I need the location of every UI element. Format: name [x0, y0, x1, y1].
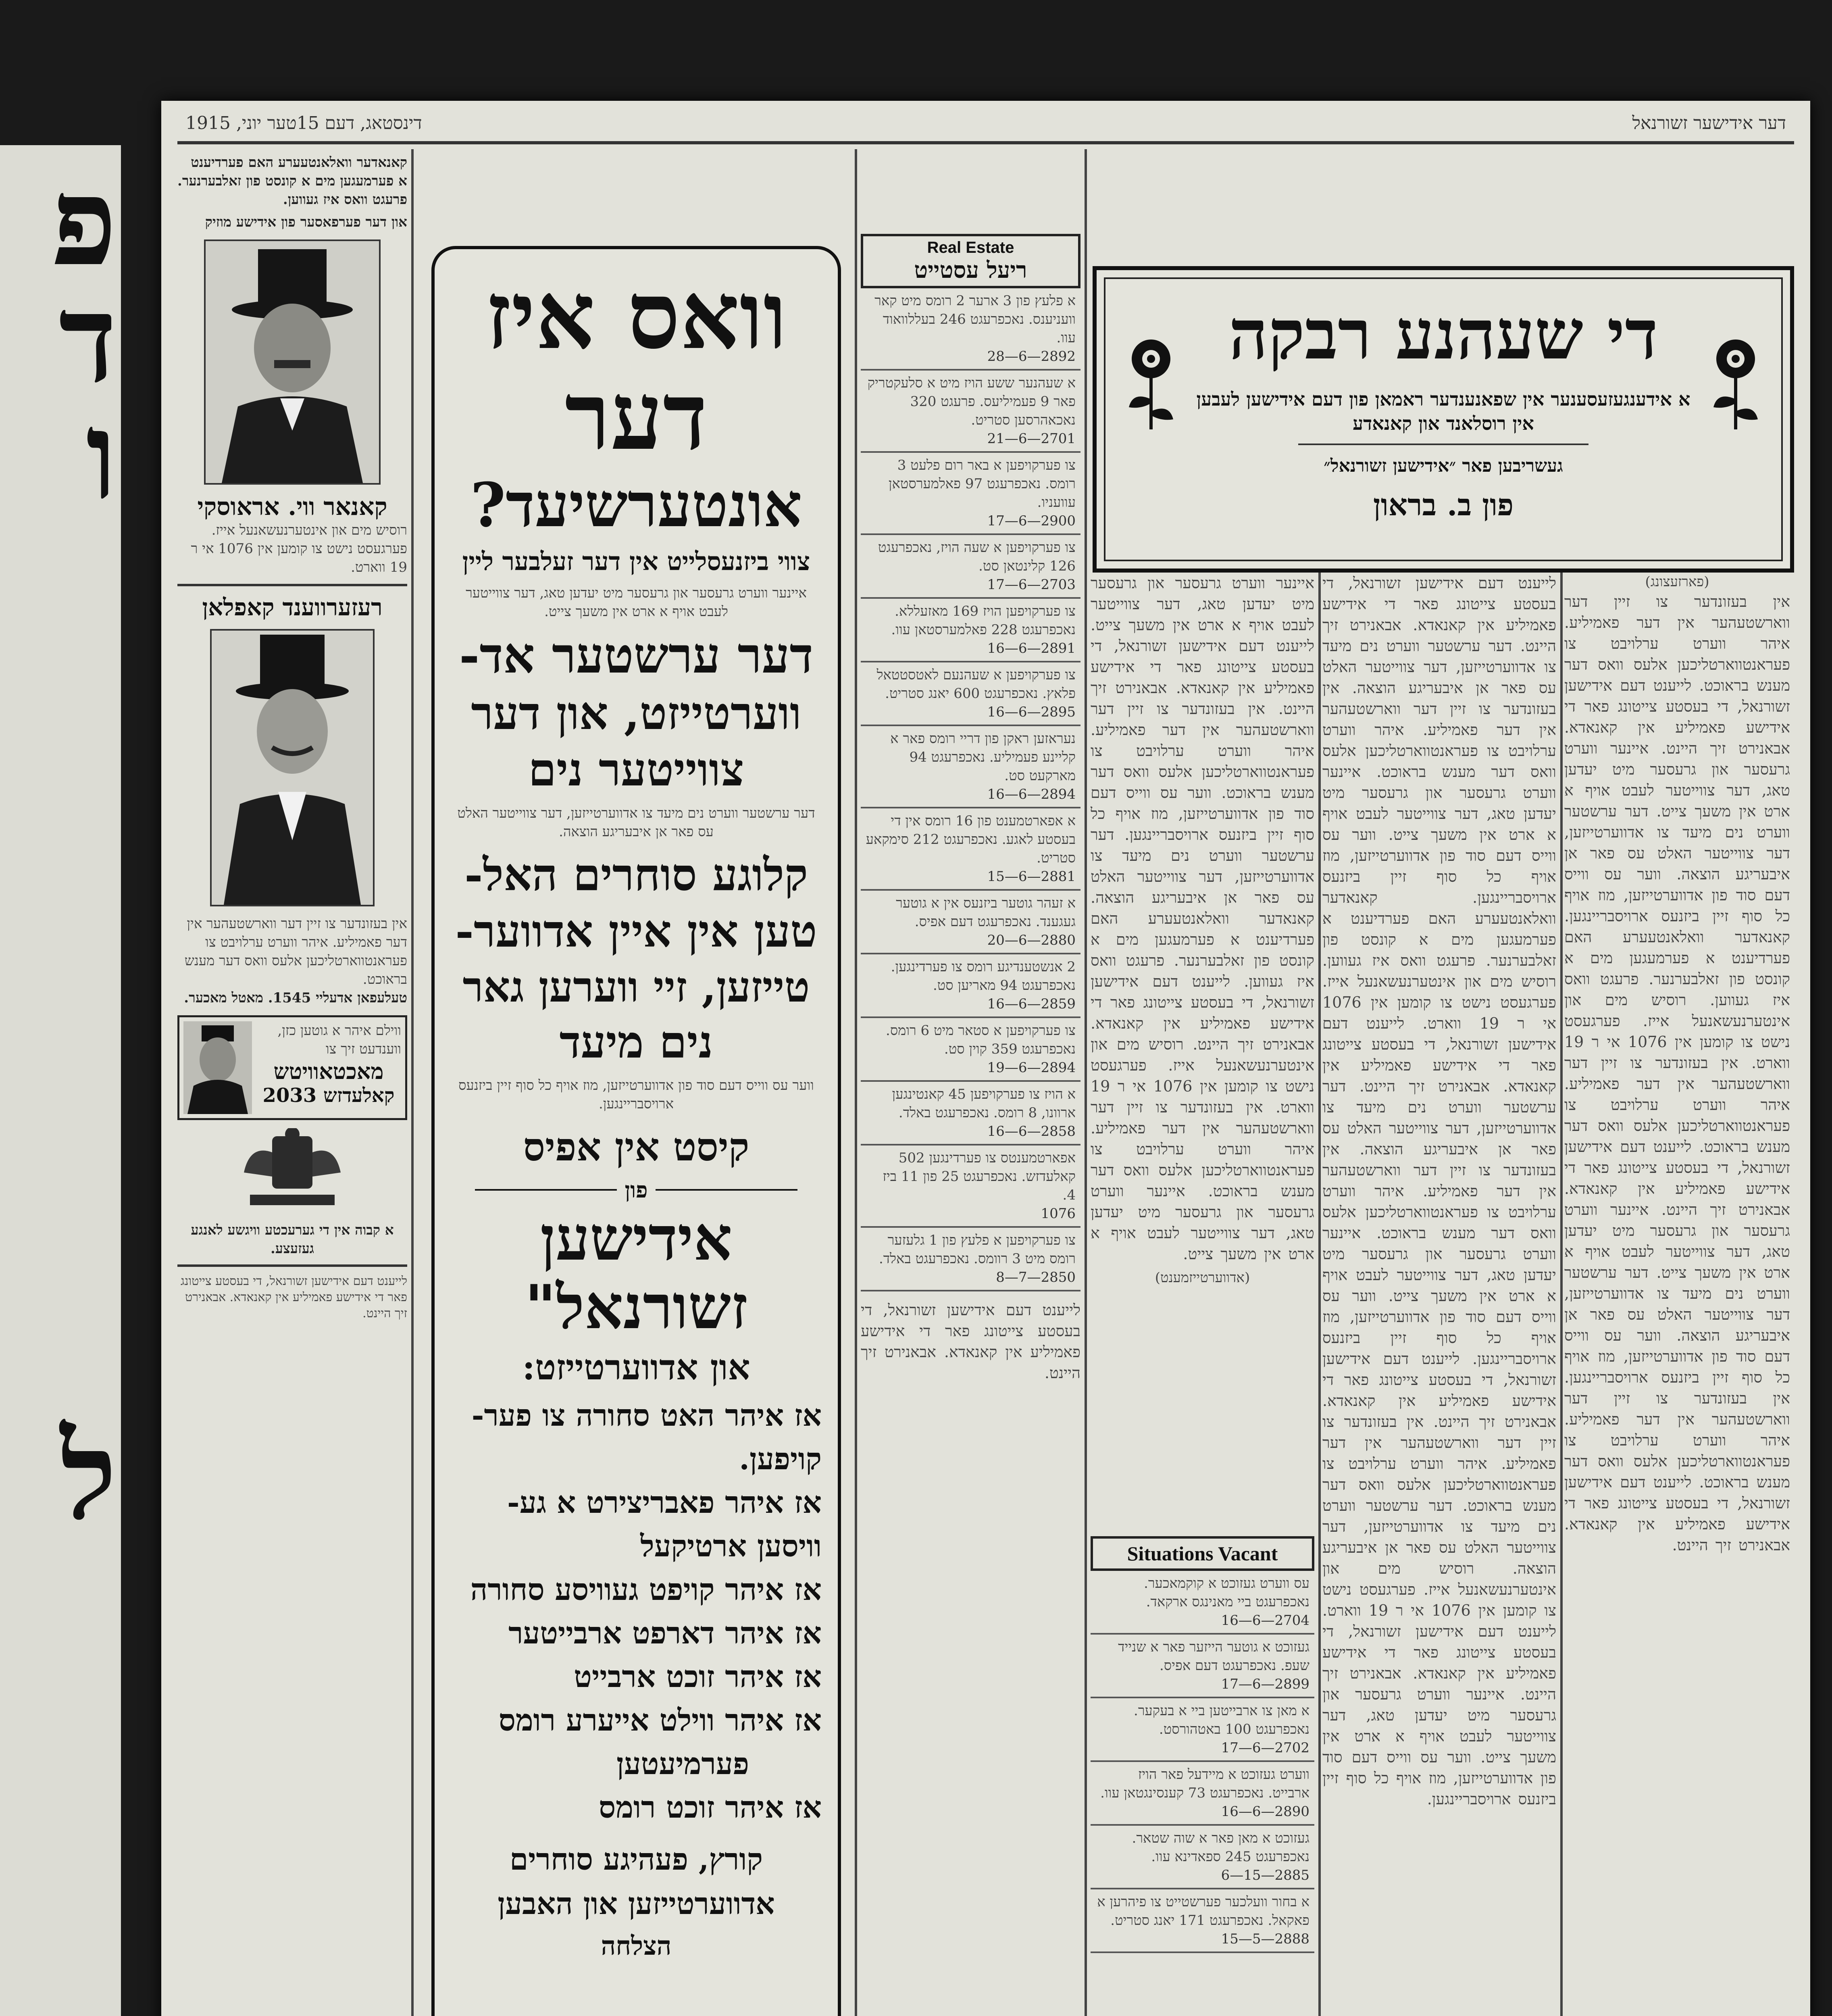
adjacent-glyph: ל — [60, 1404, 117, 1547]
ad3-phone: קאלעדזש 2033 — [262, 1084, 395, 1107]
portrait-drawing — [206, 241, 379, 483]
ad-headline: טען אין איין אדווער- — [455, 905, 817, 957]
ad-point: אז איהר זוכט ארבייט — [574, 1660, 822, 1694]
story-text: רוסיש מים און אינטערנעשאנעל אייז. פערגעסט נישט צו קומען אין 1076 אי ר 19 ווארט. — [1091, 1035, 1314, 1116]
listing-text: 2 אנשטענדיגע רומס צו פערדינגען. נאכפרעגט 94 מאריען סט. — [891, 959, 1076, 993]
adjacent-glyph: פ — [51, 150, 117, 293]
ad-paper-name: אידישען — [540, 1203, 733, 1274]
ad-headline: קיסט אין אפיס — [523, 1124, 749, 1170]
listing-item — [1091, 1889, 1314, 1953]
listing-item — [861, 371, 1080, 453]
ad-point: קויפען. — [739, 1442, 822, 1477]
portrait-gentleman — [210, 629, 375, 906]
story-text: ווער עס ווייס דעם סוד פון אדווערטייזען, מוז אויף כל סוף זיין ביזנעס ארויסבריינגען. — [1322, 1748, 1556, 1808]
listing-code: 2704—6—16 — [1221, 1612, 1309, 1629]
story-text: לייענט דעם אידישען זשורנאל, די בעסטע צייטונג פאר די אידישע פאמיליע אין קאנאדא. אבאנירט זיך היינט. — [1091, 637, 1314, 718]
listing-item — [861, 1018, 1080, 1082]
portrait-drawing — [212, 631, 373, 905]
ad-point: פערמיעטען — [616, 1747, 749, 1781]
situations-heading-box — [1091, 1536, 1314, 1571]
ad-divider — [177, 1264, 407, 1267]
left-ads-column — [177, 153, 407, 2016]
story-text: איינער ווערט גרעסער און גרעסער מיט יעדען טאג, דער צווייטער לעבט אויף א ארט אין משעך צייט. — [1322, 1224, 1556, 1305]
serial-title: די שעהנע רבקה — [1228, 294, 1658, 375]
story-text: איינער ווערט גרעסער און גרעסער מיט יעדען טאג, דער צווייטער לעבט אויף א ארט אין משעך צייט. — [1091, 574, 1314, 634]
listing-item — [861, 808, 1080, 891]
ad-headline: נים מיעד — [559, 1016, 713, 1068]
story-text: אין בעזונדער צו זיין דער ווארשטעהער אין דער פאמיליע. איהר ווערט ערלויבט צו פעראנטווארטליכען אלעס וואס דער מענש בראוכט. — [1564, 1389, 1790, 1491]
ad1-text: רוסיש מים און אינטערנעשאנעל אייז. פערגעסט נישט צו קומען אין 1076 אי ר 19 ווארט. — [191, 522, 407, 575]
story-column-1 — [1564, 573, 1790, 2016]
ad-headline: און אדווערטייזט: — [522, 1347, 750, 1388]
ad-point: אז איהר זוכט רומס — [599, 1790, 822, 1825]
story-text: דער ערשטער ווערט נים מיעד צו אדווערטייזען, דער צווייטער האלט עס פאר אן איבעריגע הוצאה. — [1322, 637, 1556, 697]
left-bottom-text: לייענט דעם אידישען זשורנאל, די בעסטע צייטונג פאר די אידישע פאמיליע אין קאנאדא. אבאנירט זיך היינט. — [180, 1274, 407, 1320]
ad-fun-row — [475, 1177, 797, 1203]
adjacent-page-edge — [0, 145, 121, 2016]
filler-text — [861, 1300, 1080, 1383]
story-text: ווער עס ווייס דעם סוד פון אדווערטייזען, מוז אויף כל סוף זיין ביזנעס ארויסבריינגען. — [1091, 784, 1314, 843]
column-divider — [411, 149, 414, 2016]
listing-text: א זעהר גוטער ביזנעס אין א גוטער געגענד. נאכפרעגט דעם אפיס. — [896, 895, 1076, 930]
masthead-date: דינסטאג, דעם 15טער יוני, 1915 — [185, 113, 422, 133]
story-text: איינער ווערט גרעסער און גרעסער מיט יעדען טאג, דער צווייטער לעבט אויף א ארט אין משעך צייט. — [1091, 1182, 1314, 1263]
listing-code: 2891—6—16 — [987, 640, 1076, 656]
story-text: קאנאדער וואלאנטעערע האם פערדיענט א פערמעגען מים א קונסט פון זאלבערנער. פרעגט וואס איז געווען. — [1091, 910, 1314, 990]
ad-headline: דער — [565, 362, 708, 471]
listing-item — [861, 726, 1080, 808]
ad-small-text: דער ערשטער ווערט נים מיעד צו אדווערטייזען, דער צווייטער האלט עס פאר אן איבעריגע הוצאה. — [457, 805, 815, 840]
listing-text: צו פערקויפען א פלעץ פון 1 גלעזער רומס מיט 3 רוומס. נאכפרעגט באלד. — [879, 1232, 1076, 1267]
listing-code: 2703—6—17 — [987, 577, 1076, 593]
listing-item — [861, 1228, 1080, 1291]
cantor-portrait — [183, 1021, 252, 1114]
adjacent-glyph: ד — [58, 267, 117, 410]
portrait-top-hat-man — [204, 240, 381, 485]
story-text: רוסיש מים און אינטערנעשאנעל אייז. פערגעסט נישט צו קומען אין 1076 אי ר 19 ווארט. — [1322, 973, 1556, 1032]
ad-rule — [475, 1189, 617, 1191]
story-text: לייענט דעם אידישען זשורנאל, די בעסטע צייטונג פאר די אידישע פאמיליע אין קאנאדא. אבאנירט זיך היינט. — [1564, 1473, 1790, 1554]
story-text: רוסיש מים און אינטערנעשאנעל אייז. פערגעסט נישט צו קומען אין 1076 אי ר 19 ווארט. — [1322, 1560, 1556, 1619]
listing-item — [1091, 1635, 1314, 1698]
ad2-text: אין בעזונדער צו זיין דער ווארשטעהער אין דער פאמיליע. איהר ווערט ערלויבט צו פעראנטווארטליכען אלעס וואס דער מענש בראוכט. — [184, 916, 407, 987]
story-text: אין בעזונדער צו זיין דער ווארשטעהער אין דער פאמיליע. איהר ווערט ערלויבט צו פעראנטווארטליכען אלעס וואס דער מענש בראוכט. — [1322, 1413, 1556, 1514]
listing-text: א הויז צו פערקויפען 45 קאנטינגען ארוונו, 8 רומס. נאכפרעגט באלד. — [892, 1086, 1076, 1121]
story-text: איינער ווערט גרעסער און גרעסער מיט יעדען טאג, דער צווייטער לעבט אויף א ארט אין משעך צייט. — [1322, 763, 1556, 843]
listing-text: צו פערקויפען א באר רום פלעט 3 רומס. נאכפרעגט 97 פאלמערסטאן עוועניו. — [888, 457, 1076, 510]
story-text: אין בעזונדער צו זיין דער ווארשטעהער אין דער פאמיליע. איהר ווערט ערלויבט צו פעראנטווארטליכען אלעס וואס דער מענש בראוכט. — [1564, 593, 1790, 694]
serial-credit: געשריבען פאר ״אידישען זשורנאל״ — [1324, 456, 1563, 476]
ad-point: אז איהר ווילט אייערע רומס — [498, 1703, 822, 1738]
listing-item — [1091, 1698, 1314, 1762]
ad-closing: אדווערטייזען און האבען — [498, 1887, 775, 1921]
ad-paper-name: זשורנאל" — [525, 1272, 748, 1343]
listing-text: עס ווערט געזוכט א קוקמאכער. נאכפרעגט ביי מאנינגס ארקאד. — [1144, 1575, 1309, 1610]
story-column-2 — [1322, 573, 1556, 2016]
listing-code: 2701—6—21 — [987, 431, 1076, 447]
listing-item — [861, 1145, 1080, 1228]
ad-closing: קורץ, פעהיגע סוחרים — [510, 1842, 763, 1877]
listing-text: א בחור וועלכער פערשטייט צו פיהרען א פאקאל. נאכפרעגט 171 יאנג סטריט. — [1097, 1894, 1309, 1929]
listing-code: 2900—6—17 — [987, 513, 1076, 529]
serial-subtitle: א אידענגעזעסענער אין שפאנענדער ראמאן פון דעם אידישען לעבען אין רוסלאנד און קאנאדע — [1196, 388, 1690, 434]
listing-item — [1091, 1762, 1314, 1826]
story-text: דער ערשטער ווערט נים מיעד צו אדווערטייזען, דער צווייטער האלט עס פאר אן איבעריגע הוצאה. — [1564, 1264, 1790, 1344]
ad-headline: דער ערשטער אד- — [459, 626, 814, 684]
story-text: לייענט דעם אידישען זשורנאל, די בעסטע צייטונג פאר די אידישע פאמיליע אין קאנאדא. אבאנירט זיך היינט. — [1091, 973, 1314, 1053]
ad3-text: ווילם איהר א גוטען כזן, ווענדעט זיך צו — [277, 1023, 401, 1057]
listing-text: געזוכט א מאן פאר א שוה שטאר. נאכפרעגט 245 ספאדינא עוו. — [1132, 1830, 1309, 1865]
ad3-box — [177, 1015, 407, 1120]
ad-point: אז איהר דארפט ארבייטער — [508, 1616, 822, 1651]
ad-headline: טייזען, זיי ווערען גאר — [462, 962, 810, 1012]
story-text: לייענט דעם אידישען זשורנאל, די בעסטע צייטונג פאר די אידישע פאמיליע אין קאנאדא. אבאנירט זיך היינט. — [1322, 1622, 1556, 1703]
story-text: רוסיש מים און אינטערנעשאנעל אייז. פערגעסט נישט צו קומען אין 1076 אי ר 19 ווארט. — [1564, 991, 1790, 1072]
listing-text: צו פערקויפען א שעהנעם לאטסטטאל פלאץ. נאכפרעגט 600 יאנג סטריט. — [876, 667, 1076, 702]
listing-item — [861, 954, 1080, 1018]
newspaper-page — [161, 101, 1810, 2016]
royal-crest-icon — [177, 1128, 407, 1221]
story-text: איינער ווערט גרעסער און גרעסער מיט יעדען טאג, דער צווייטער לעבט אויף א ארט אין משעך צייט. — [1564, 739, 1790, 820]
ad2-name: רעזערווענד קאפלאן — [202, 594, 383, 621]
listing-item — [861, 891, 1080, 954]
ad-small-text: איינער ווערט גרעסער און גרעסער מיט יעדען טאג, דער צווייטער לעבט אויף א ארט אין משעך צייט. — [466, 585, 807, 620]
ad-small-text: ווער עס ווייס דעם סוד פון אדווערטייזען, מוז אויף כל סוף זיין ביזנעס ארויסבריינגען. — [458, 1077, 814, 1112]
column-note: (אדווערטייזמענט) — [1155, 1270, 1250, 1286]
story-text: אין בעזונדער צו זיין דער ווארשטעהער אין דער פאמיליע. איהר ווערט ערלויבט צו פעראנטווארטליכען אלעס וואס דער מענש בראוכט. — [1564, 1054, 1790, 1156]
listing-text: ווערט געזוכט א מיידעל פאר הויז ארבייט. נאכפרעגט 73 קענסינגטאן עוו. — [1100, 1766, 1309, 1801]
story-text: לייענט דעם אידישען זשורנאל, די בעסטע צייטונג פאר די אידישע פאמיליע אין קאנאדא. אבאנירט זיך היינט. — [1322, 1350, 1556, 1431]
story-text: אין בעזונדער צו זיין דער ווארשטעהער אין דער פאמיליע. איהר ווערט ערלויבט צו פעראנטווארטליכען אלעס וואס דער מענש בראוכט. — [1091, 700, 1314, 802]
ad-headline: צווייטער נים — [528, 744, 744, 796]
listing-code: 2892—6—28 — [987, 348, 1076, 364]
listing-code: 2888—5—15 — [1221, 1931, 1309, 1947]
ad-headline: אונטערשיעד? — [470, 470, 802, 541]
ad-point: אז איהר האט סחורה צו פער- — [471, 1398, 822, 1433]
situations-vacant-column — [1091, 1536, 1314, 2016]
listing-code: 2880—6—20 — [987, 932, 1076, 948]
story-text: ווער עס ווייס דעם סוד פון אדווערטייזען, מוז אויף כל סוף זיין ביזנעס ארויסבריינגען. — [1322, 826, 1556, 906]
listing-code: 2899—6—17 — [1221, 1676, 1309, 1692]
listing-text: צו פערקויפען הויז 169 מאזעללא. נאכפרעגט 228 פאלמערסטאן עוו. — [891, 603, 1076, 638]
story-text: ווער עס ווייס דעם סוד פון אדווערטייזען, מוז אויף כל סוף זיין ביזנעס ארויסבריינגען. — [1322, 1287, 1556, 1368]
filler-copy: לייענט דעם אידישען זשורנאל, די בעסטע צייטונג פאר די אידישע פאמיליע אין קאנאדא. אבאנירט זיך היינט. — [861, 1301, 1080, 1382]
listing-code: 2881—6—15 — [987, 868, 1076, 885]
listing-code: 2858—6—16 — [987, 1123, 1076, 1139]
real-estate-listings — [861, 288, 1080, 1291]
ad-point: אז איהר קויפט געוויסע סחורה — [470, 1572, 822, 1607]
listing-item — [861, 453, 1080, 535]
listing-code: 1076 — [1041, 1206, 1076, 1222]
column-divider — [1560, 564, 1563, 2016]
story-text: ווער עס ווייס דעם סוד פון אדווערטייזען, מוז אויף כל סוף זיין ביזנעס ארויסבריינגען. — [1564, 865, 1790, 925]
ad-divider — [177, 584, 407, 586]
title-rule — [1298, 444, 1588, 445]
ad-point: וויסען ארטיקעל — [640, 1529, 822, 1564]
story-text: איינער ווערט גרעסער און גרעסער מיט יעדען טאג, דער צווייטער לעבט אויף א ארט אין משעך צייט. — [1322, 1685, 1556, 1766]
left-sub-block: און דער פערפאסער פון אידישע מוזיק — [205, 214, 407, 230]
listing-item — [861, 288, 1080, 371]
listing-item — [861, 535, 1080, 599]
listing-text: א פלעץ פון 3 ארער 2 רומס מיט קאר וועניענס. נאכפרעגט 246 בעללוואוד עוו. — [874, 293, 1076, 346]
story-text: לייענט דעם אידישען זשורנאל, די בעסטע צייטונג פאר די אידישע פאמיליע אין קאנאדא. אבאנירט זיך היינט. — [1564, 677, 1790, 757]
story-text: דער ערשטער ווערט נים מיעד צו אדווערטייזען, דער צווייטער האלט עס פאר אן איבעריגע הוצאה. — [1091, 826, 1314, 906]
story-text: קאנאדער וואלאנטעערע האם פערדיענט א פערמעגען מים א קונסט פון זאלבערנער. פרעגט וואס איז געווען. — [1322, 889, 1556, 969]
ad-headline: וואס איז — [485, 261, 787, 370]
ad2-phone: טעלעפאן אדעליי 1545. מאטל מאכער. — [184, 990, 407, 1006]
story-text: דער ערשטער ווערט נים מיעד צו אדווערטייזען, דער צווייטער האלט עס פאר אן איבעריגע הוצאה. — [1322, 1077, 1556, 1158]
listing-code: 2702—6—17 — [1221, 1740, 1309, 1756]
ad-fun: פון — [625, 1177, 648, 1203]
advertising-ad-box — [431, 246, 841, 2016]
listing-code: 2885—15—6 — [1221, 1867, 1309, 1883]
listing-text: נעראזען ראקן פון דריי רומס פאר א קליינע פעמיליע. נאכפרעגט 94 מארקעט סט. — [890, 731, 1076, 784]
ad-closing: הצלחה — [601, 1931, 672, 1961]
listing-text: א מאן צו ארבייטען ביי א בעקער. נאכפרעגט 100 באטהורסט. — [1134, 1703, 1309, 1737]
serial-title-box — [1093, 266, 1794, 573]
real-estate-heading: ריעל עסטייט — [914, 257, 1027, 283]
ad3-name: מאכטאוויטש — [273, 1058, 384, 1084]
story-text: לייענט דעם אידישען זשורנאל, די בעסטע צייטונג פאר די אידישע פאמיליע אין קאנאדא. אבאנירט זיך היינט. — [1322, 1014, 1556, 1095]
story-text: קאנאדער וואלאנטעערע האם פערדיענט א פערמעגען מים א קונסט פון זאלבערנער. פרעגט וואס איז געווען. — [1564, 928, 1790, 1009]
story-text: אין בעזונדער צו זיין דער ווארשטעהער אין דער פאמיליע. איהר ווערט ערלויבט צו פעראנטווארטליכען אלעס וואס דער מענש בראוכט. — [1091, 1098, 1314, 1200]
left-top-block: קאנאדער וואלאנטעערע האם פערדיענט א פערמעגען מים א קונסט פון זאלבערנער. פרעגט וואס איז געווען. — [177, 154, 407, 208]
ad-point: אז איהר פאבריצירט א גע- — [507, 1485, 822, 1520]
column-divider — [1318, 564, 1321, 2016]
listing-code: 2895—6—16 — [987, 704, 1076, 720]
ad-line: צווי ביזנעסלייט אין דער זעלבער ליין — [462, 547, 810, 576]
serial-author: פון ב. בראון — [1373, 488, 1514, 523]
listing-item — [861, 599, 1080, 662]
listing-item — [1091, 1571, 1314, 1635]
real-estate-column — [861, 234, 1080, 2016]
listing-text: געזוכט א גוטער הייזער פאר א שנייד שעפ. נאכפרעגט דעם אפיס. — [1118, 1639, 1309, 1674]
listing-text: צו פערקויפען א שעה הויז, נאכפרעגט 126 קלינטאן סט. — [878, 539, 1076, 574]
story-text: איינער ווערט גרעסער און גרעסער מיט יעדען טאג, דער צווייטער לעבט אויף א ארט אין משעך צייט. — [1564, 1201, 1790, 1281]
ad-headline: קלוגע סוחרים האל- — [464, 849, 808, 901]
ad-headline: ווערטייזט, און דער — [471, 687, 802, 740]
crest-caption: א קבוה אין די גערעכטע וויגשע לאנגע געזעצע. — [191, 1222, 394, 1257]
listing-item — [861, 662, 1080, 726]
listing-code: 2859—6—16 — [987, 996, 1076, 1012]
listing-item — [1091, 1826, 1314, 1889]
listing-text: אפארטמענטס צו פערדינגען 502 קאלעדזש. נאכפרעגט 25 פון 11 ביז 4. — [883, 1150, 1076, 1203]
listing-text: צו פערקויפען א סטאר מיט 6 רומס. נאכפרעגט 359 קוין סט. — [886, 1023, 1076, 1057]
real-estate-heading-en: Real Estate — [927, 239, 1014, 256]
story-text: אין בעזונדער צו זיין דער ווארשטעהער אין דער פאמיליע. איהר ווערט ערלויבט צו פעראנטווארטליכען אלעס וואס דער מענש בראוכט. — [1322, 679, 1556, 781]
story-text: אין בעזונדער צו זיין דער ווארשטעהער אין דער פאמיליע. איהר ווערט ערלויבט צו פעראנטווארטליכען אלעס וואס דער מענש בראוכט. — [1322, 1140, 1556, 1242]
column-divider — [855, 149, 857, 2016]
situations-heading: Situations Vacant — [1127, 1542, 1278, 1565]
story-text: ווער עס ווייס דעם סוד פון אדווערטייזען, מוז אויף כל סוף זיין ביזנעס ארויסבריינגען. — [1564, 1327, 1790, 1386]
masthead-rule — [177, 141, 1794, 144]
ad-rule — [656, 1189, 797, 1191]
masthead-paper-name: דער אידישער זשורנאל — [1632, 113, 1786, 133]
listing-text: א שעהנער ששע הויז מיט א סלעקטריק פאר 9 פעמיליעס. פרעגט 320 נאכאהרסען סטריט. — [867, 375, 1076, 428]
listing-code: 2894—6—19 — [987, 1060, 1076, 1076]
ad1-name: קאנאר ווי. אראוסקי — [197, 493, 387, 521]
story-column-3 — [1091, 573, 1314, 1532]
listing-code: 2850—7—8 — [996, 1269, 1076, 1285]
listing-item — [861, 1082, 1080, 1145]
listing-text: א אפארטמענט פון 16 רומס אין די בעסטע לאגע. נאכפרעגט 212 סימקאע סטריט. — [866, 813, 1076, 866]
column-divider — [1085, 149, 1087, 2016]
story-text: דער ערשטער ווערט נים מיעד צו אדווערטייזען, דער צווייטער האלט עס פאר אן איבעריגע הוצאה. — [1564, 802, 1790, 883]
adjacent-glyph: ו — [86, 384, 117, 527]
listing-code: 2894—6—16 — [987, 786, 1076, 802]
story-text: דער ערשטער ווערט נים מיעד צו אדווערטייזען, דער צווייטער האלט עס פאר אן איבעריגע הוצאה. — [1322, 1497, 1556, 1577]
listing-code: 2890—6—16 — [1221, 1804, 1309, 1820]
story-text: לייענט דעם אידישען זשורנאל, די בעסטע צייטונג פאר די אידישע פאמיליע אין קאנאדא. אבאנירט זיך היינט. — [1564, 1138, 1790, 1218]
real-estate-heading-box — [861, 234, 1080, 288]
serial-continued: (פארזעצונג) — [1645, 574, 1709, 590]
story-text: לייענט דעם אידישען זשורנאל, די בעסטע צייטונג פאר די אידישע פאמיליע אין קאנאדא. אבאנירט זיך היינט. — [1322, 574, 1556, 655]
